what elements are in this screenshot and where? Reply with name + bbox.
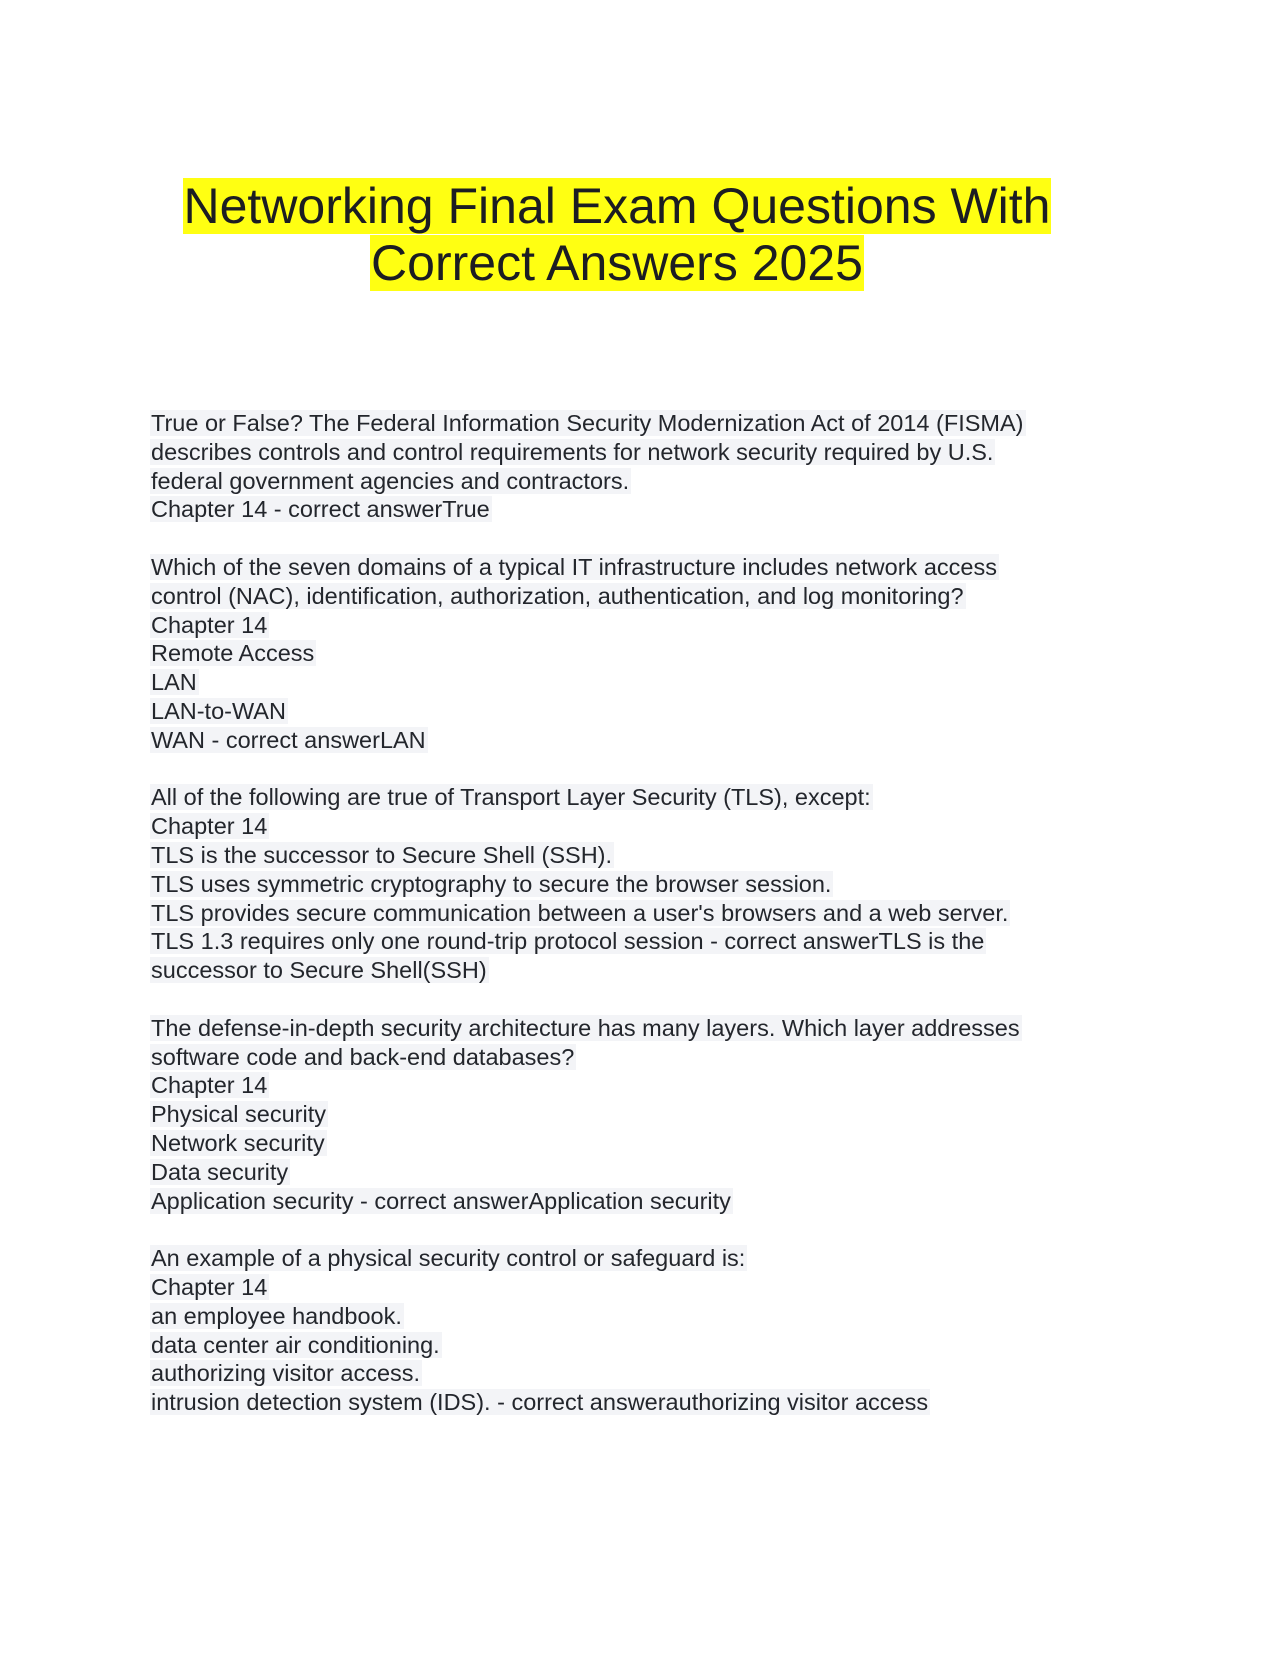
chapter-label: Chapter 14: [151, 1072, 268, 1099]
answer-text: Chapter 14 - correct answerTrue: [151, 496, 490, 523]
option-text: Remote Access: [151, 640, 315, 667]
chapter-label: Chapter 14: [151, 813, 268, 840]
option-text: Network security: [151, 1129, 325, 1156]
option-text: Physical security: [151, 1101, 326, 1128]
question-block: [150, 1014, 1150, 1216]
chapter-label: Chapter 14: [151, 611, 268, 638]
answer-text: successor to Secure Shell(SSH): [151, 957, 487, 984]
option-text: TLS uses symmetric cryptography to secure the browser session.: [151, 870, 832, 897]
document-title: [0, 178, 1234, 292]
question-text: An example of a physical security control or safeguard is:: [151, 1245, 746, 1272]
question-text: control (NAC), identification, authorization, authentication, and log monitoring?: [151, 582, 964, 609]
question-text: describes controls and control requirements for network security required by U.S.: [151, 438, 994, 465]
question-text: federal government agencies and contractors.: [151, 467, 630, 494]
answer-text: Application security - correct answerApplication security: [151, 1187, 731, 1214]
chapter-label: Chapter 14: [151, 1273, 268, 1300]
option-text: TLS provides secure communication between a user's browsers and a web server.: [151, 899, 1009, 926]
answer-text: intrusion detection system (IDS). - correct answerauthorizing visitor access: [151, 1389, 929, 1416]
option-text: LAN-to-WAN: [151, 697, 286, 724]
question-text: The defense-in-depth security architecture has many layers. Which layer addresses: [151, 1014, 1020, 1041]
question-block: [150, 1244, 1150, 1417]
question-text: All of the following are true of Transport Layer Security (TLS), except:: [151, 784, 871, 811]
option-text: an employee handbook.: [151, 1302, 402, 1329]
question-block: [150, 783, 1150, 985]
option-text: data center air conditioning.: [151, 1331, 440, 1358]
question-text: Which of the seven domains of a typical IT infrastructure includes network access: [151, 553, 997, 580]
option-text: LAN: [151, 669, 197, 696]
option-text: authorizing visitor access.: [151, 1360, 421, 1387]
answer-text: TLS 1.3 requires only one round-trip protocol session - correct answerTLS is the: [151, 928, 985, 955]
title-line: Correct Answers 2025: [371, 235, 863, 291]
question-text: True or False? The Federal Information Security Modernization Act of 2014 (FISMA): [151, 410, 1024, 436]
question-block: [150, 409, 1150, 524]
question-block: [150, 553, 1150, 755]
title-line: Networking Final Exam Questions With: [183, 178, 1051, 234]
option-text: TLS is the successor to Secure Shell (SSH).: [151, 841, 613, 868]
answer-text: WAN - correct answerLAN: [151, 726, 426, 753]
question-text: software code and back-end databases?: [151, 1043, 575, 1070]
option-text: Data security: [151, 1158, 289, 1185]
questions-list: [150, 409, 1150, 1446]
